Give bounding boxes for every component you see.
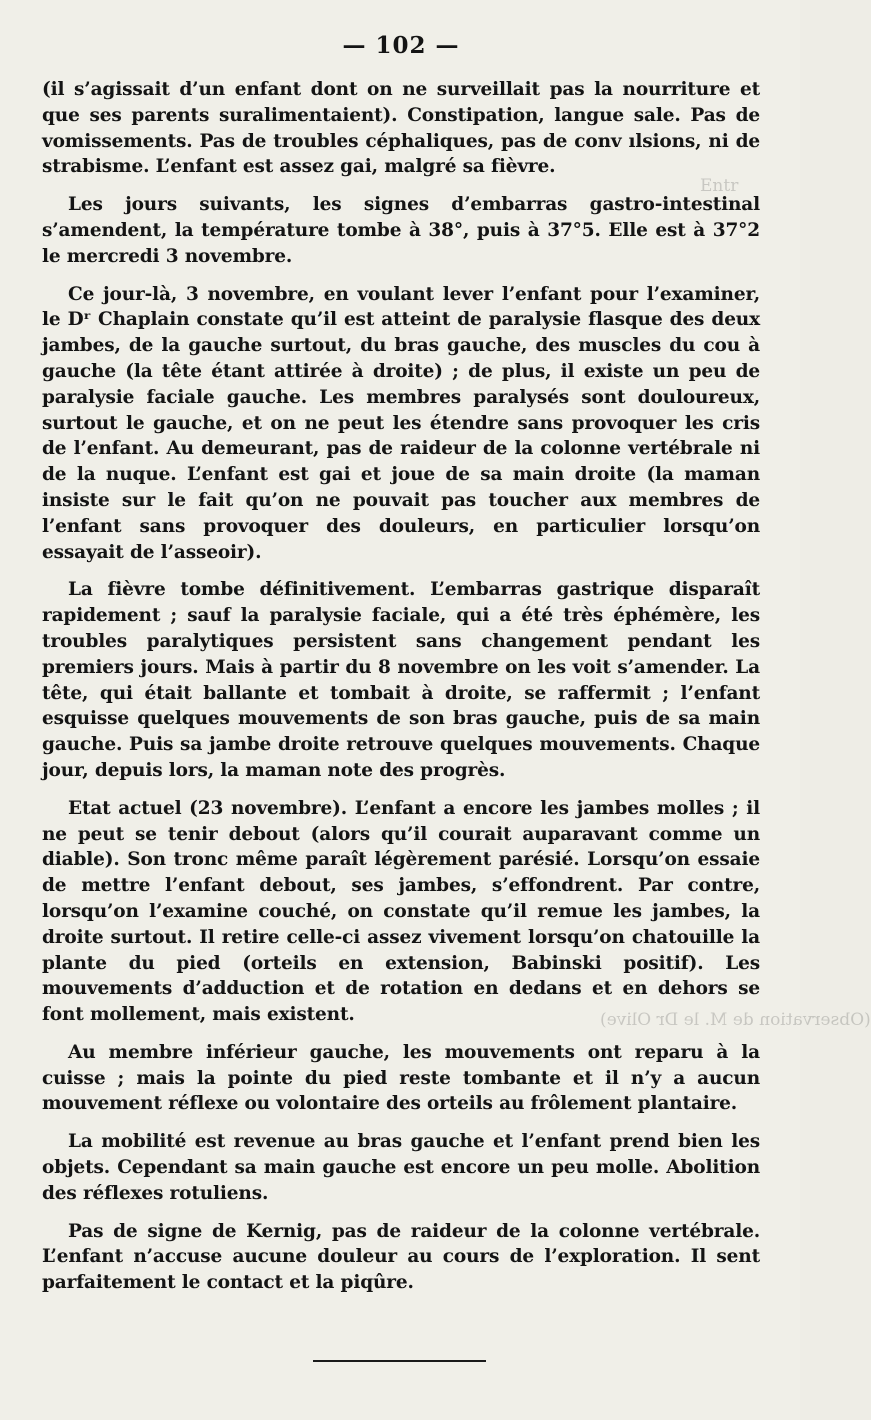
show-through-decoration: (Observation de M. le Dr Olive) xyxy=(600,1010,871,1030)
paragraph-7: La mobilité est revenue au bras gauche et l’enfant prend bien les objets. Cependant sa main gauche est encore un peu molle. Abolition des réflexes rotuliens. xyxy=(42,1131,760,1204)
paragraph-5: Etat actuel (23 novembre). L’enfant a encore les jambes molles ; il ne peut se tenir debout (alors qu’il courait auparavant comme un diable). Son tronc même paraît légèrement parésié. Lorsqu’on essaie de mettre l’enfant debout, ses jambes, s’effondrent. Par contre, lorsqu’on l’examine couché, on constate qu’il remue les jambes, la droite surtout. Il retire celle-ci assez vivement lorsqu’on chatouille la plante du pied (orteils en extension, Babinski positif). Les mouvements d’adduction et de rotation en dedans et en dehors se font mollement, mais existent. xyxy=(42,797,760,1026)
paragraph-2: Les jours suivants, les signes d’embarras gastro-intestinal s’amendent, la température tombe à 38°, puis à 37°5. Elle est à 37°2 le mercredi 3 novembre. xyxy=(42,194,760,267)
paragraph-3: Ce jour-là, 3 novembre, en voulant lever l’enfant pour l’examiner, le Dʳ Chaplain constate qu’il est atteint de paralysie flasque des deux jambes, de la gauche surtout, du bras gauche, des muscles du cou à gauche (la tête étant attirée à droite) ; de plus, il existe un peu de paralysie faciale gauche. Les membres paralysés sont douloureux, surtout le gauche, et on ne peut les étendre sans provoquer les cris de l’enfant. Au demeurant, pas de raideur de la colonne vertébrale ni de la nuque. L’enfant est gai et joue de sa main droite (la maman insiste sur le fait qu’on ne pouvait pas toucher aux membres de l’enfant sans provoquer des douleurs, en particulier lorsqu’on essayait de l’asseoir). xyxy=(42,283,760,563)
paragraph-8: Pas de signe de Kernig, pas de raideur de la colonne vertébrale. L’enfant n’accuse aucune douleur au cours de l’exploration. Il sent parfaitement le contact et la piqûre. xyxy=(42,1220,760,1294)
section-divider-rule xyxy=(313,1360,486,1362)
paragraph-1: (il s’agissait d’un enfant dont on ne surveillait pas la nourriture et que ses parents suralimentaient). Constipation, langue sale. Pas de vomissements. Pas de troubles céphaliques, pas de conv ılsions, ni de strabisme. L’enfant est assez gai, malgré sa fièvre. xyxy=(42,79,760,178)
paragraph-6: Au membre inférieur gauche, les mouvements ont reparu à la cuisse ; mais la pointe du pied reste tombante et il n’y a aucun mouvement réflexe ou volontaire des orteils au frôlement plantaire. xyxy=(42,1041,760,1115)
show-through-decoration: Entr xyxy=(700,176,739,196)
page-number: — 102 — xyxy=(342,32,460,59)
paragraph-4: La fièvre tombe définitivement. L’embarras gastrique disparaît rapidement ; sauf la paralysie faciale, qui a été très éphémère, les troubles paralytiques persistent sans changement pendant les premiers jours. Mais à partir du 8 novembre on les voit s’amender. La tête, qui était ballante et tombait à droite, se raffermit ; l’enfant esquisse quelques mouvements de son bras gauche, puis de sa main gauche. Puis sa jambe droite retrouve quelques mouvements. Chaque jour, depuis lors, la maman note des progrès. xyxy=(42,579,760,781)
